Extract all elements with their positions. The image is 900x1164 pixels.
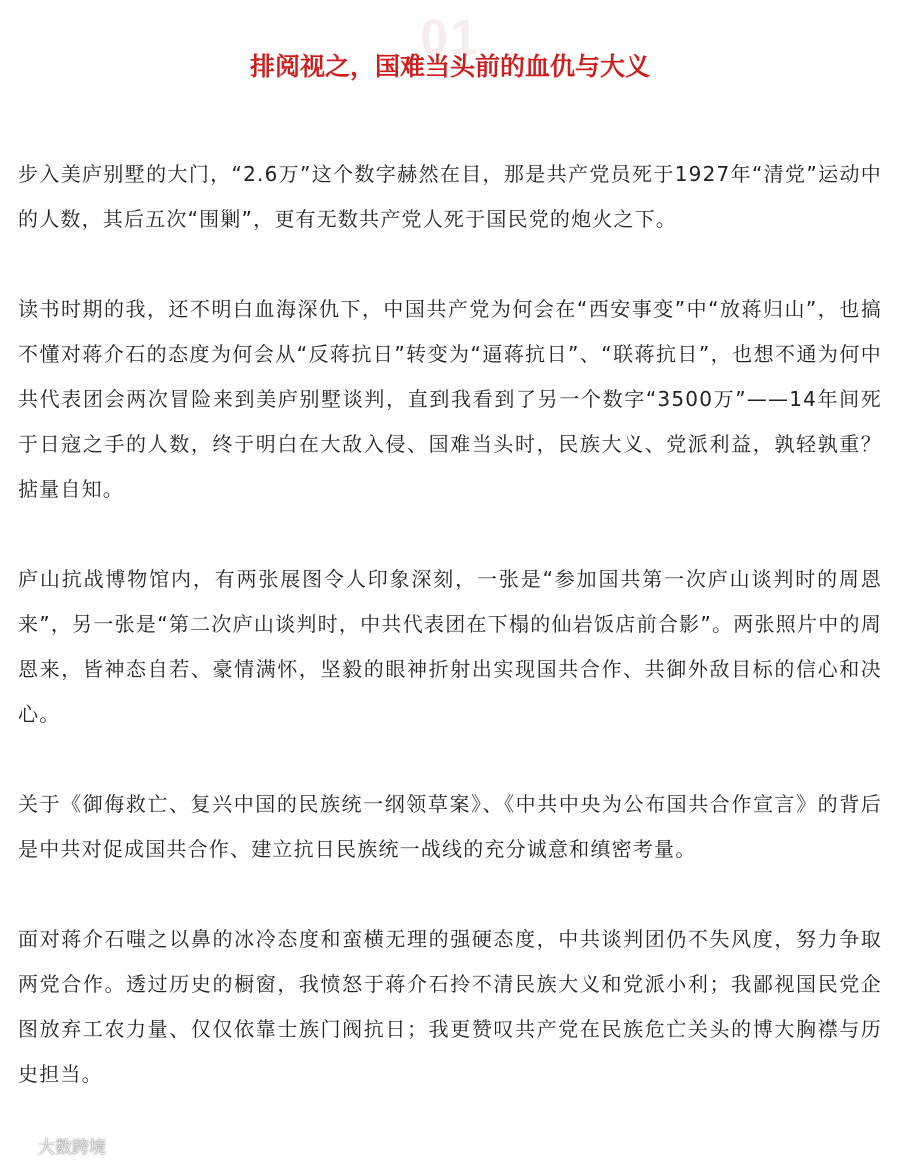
cloud-logo-icon bbox=[8, 1137, 32, 1155]
paragraph-2: 读书时期的我，还不明白血海深仇下，中国共产党为何会在“西安事变”中“放蒋归山”，也搞不懂对蒋介石的态度为何会从“反蒋抗日”转变为“逼蒋抗日”、“联蒋抗日”，也想不通为何中共代表团会两次冒险来到美庐别墅谈判，直到我看到了另一个数字“3500万”——14年间死于日寇之手的人数，终于明白在大敌入侵、国难当头时，民族大义、党派利益，孰轻孰重？掂量自知。 bbox=[18, 297, 882, 501]
paragraph-5: 面对蒋介石嗤之以鼻的冰冷态度和蛮横无理的强硬态度，中共谈判团仍不失风度，努力争取两党合作。透过历史的橱窗，我愤怒于蒋介石拎不清民族大义和党派小利；我鄙视国民党企图放弃工农力量、仅仅依靠士族门阀抗日；我更赞叹共产党在民族危亡关头的博大胸襟与历史担当。 bbox=[18, 927, 882, 1086]
watermark-text: 大数跨境 bbox=[38, 1138, 106, 1158]
paragraph-1: 步入美庐别墅的大门，“2.6万”这个数字赫然在目，那是共产党员死于1927年“清党”运动中的人数，其后五次“围剿”，更有无数共产党人死于国民党的炮火之下。 bbox=[18, 162, 882, 231]
watermark bbox=[8, 1133, 106, 1158]
section-title: 排阅视之，国难当头前的血仇与大义 bbox=[249, 52, 650, 81]
article-body bbox=[18, 152, 882, 1142]
section-number: 01 bbox=[420, 9, 480, 65]
paragraph-4: 关于《御侮救亡、复兴中国的民族统一纲领草案》、《中共中央为公布国共合作宣言》的背后是中共对促成国共合作、建立抗日民族统一战线的充分诚意和缜密考量。 bbox=[18, 792, 882, 861]
paragraph-3: 庐山抗战博物馆内，有两张展图令人印象深刻，一张是“参加国共第一次庐山谈判时的周恩来”，另一张是“第二次庐山谈判时，中共代表团在下榻的仙岩饭店前合影”。两张照片中的周恩来，皆神态自若、豪情满怀，坚毅的眼神折射出实现国共合作、共御外敌目标的信心和决心。 bbox=[18, 567, 882, 726]
section-header bbox=[0, 10, 900, 90]
